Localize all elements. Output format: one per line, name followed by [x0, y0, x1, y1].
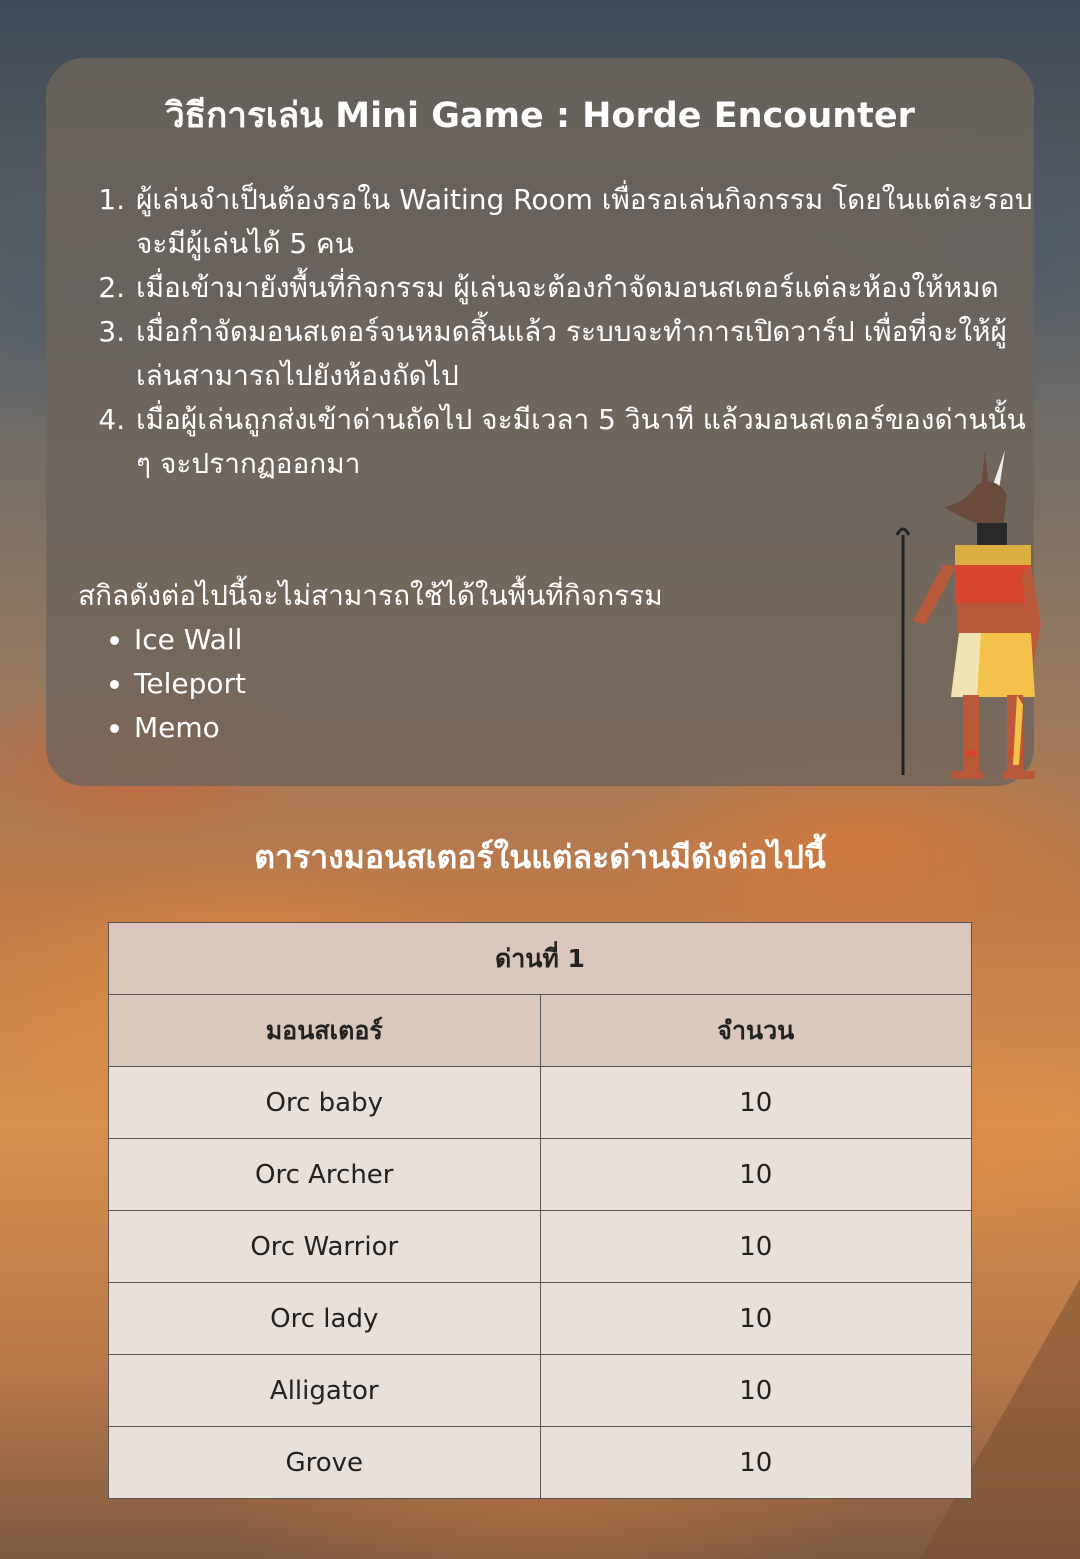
table-section-title: ตารางมอนสเตอร์ในแต่ละด่านมีดังต่อไปนี้	[254, 838, 826, 876]
skill-item: • Teleport	[134, 662, 246, 706]
skill-item: • Ice Wall	[134, 618, 246, 662]
rule-item: 2. เมื่อเข้ามายังพื้นที่กิจกรรม ผู้เล่นจะต้องกำจัดมอนสเตอร์แต่ละห้องให้หมด	[134, 266, 1044, 310]
monster-name: Orc baby	[109, 1067, 541, 1139]
monster-table	[108, 922, 972, 1499]
stage-label: ด่านที่ 1	[109, 923, 972, 995]
disabled-skills-title: สกิลดังต่อไปนี้จะไม่สามารถใช้ได้ในพื้นที่กิจกรรม	[78, 579, 663, 612]
table-row	[109, 1139, 972, 1211]
table-row	[109, 1211, 972, 1283]
table-row	[109, 1067, 972, 1139]
monster-column-header: มอนสเตอร์	[109, 995, 541, 1067]
table-row	[109, 1427, 972, 1499]
monster-count: 10	[540, 1067, 972, 1139]
panel-title: วิธีการเล่น Mini Game : Horde Encounter	[165, 96, 915, 136]
monster-count: 10	[540, 1427, 972, 1499]
monster-name: Orc lady	[109, 1283, 541, 1355]
count-column-header: จำนวน	[540, 995, 972, 1067]
monster-count: 10	[540, 1355, 972, 1427]
table-row	[109, 1355, 972, 1427]
monster-count: 10	[540, 1283, 972, 1355]
rule-item: 4. เมื่อผู้เล่นถูกส่งเข้าด่านถัดไป จะมีเวลา 5 วินาที แล้วมอนสเตอร์ของด่านนั้น ๆ จะปรากฏออกมา	[134, 398, 1044, 486]
monster-name: Orc Archer	[109, 1139, 541, 1211]
rules-list	[80, 178, 1044, 486]
stage-header-row	[109, 923, 972, 995]
egyptian-god-figure	[885, 445, 1045, 785]
table-row	[109, 1283, 972, 1355]
rule-item: 1. ผู้เล่นจำเป็นต้องรอใน Waiting Room เพื่อรอเล่นกิจกรรม โดยในแต่ละรอบจะมีผู้เล่นได้ 5 คน	[134, 178, 1044, 266]
monster-name: Alligator	[109, 1355, 541, 1427]
disabled-skills-list	[80, 618, 246, 750]
monster-name: Grove	[109, 1427, 541, 1499]
rule-item: 3. เมื่อกำจัดมอนสเตอร์จนหมดสิ้นแล้ว ระบบจะทำการเปิดวาร์ป เพื่อที่จะให้ผู้เล่นสามารถไปยังห้องถัดไป	[134, 310, 1044, 398]
skill-item: • Memo	[134, 706, 246, 750]
column-header-row	[109, 995, 972, 1067]
monster-count: 10	[540, 1211, 972, 1283]
monster-name: Orc Warrior	[109, 1211, 541, 1283]
monster-count: 10	[540, 1139, 972, 1211]
